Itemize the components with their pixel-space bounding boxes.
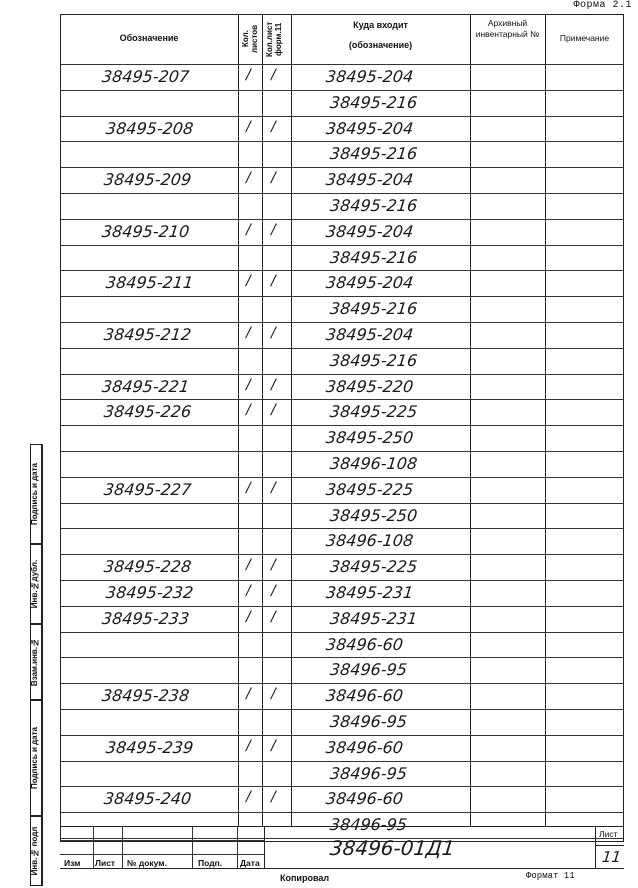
where-used-cell: 38496-95 xyxy=(329,660,409,680)
where-used-cell: 38496-60 xyxy=(325,686,405,706)
designation-cell: 38495-228 xyxy=(103,557,193,577)
table-row xyxy=(60,554,624,580)
designation-cell: 38495-221 xyxy=(101,376,191,396)
format-count-cell: / xyxy=(271,221,276,238)
where-used-cell: 38496-108 xyxy=(325,531,415,551)
designation-cell: 38495-232 xyxy=(105,583,195,602)
title-block-bottom-line xyxy=(60,868,624,869)
where-used-cell: 38496-60 xyxy=(325,737,405,757)
header-archive-number: Архивный инвентарный № xyxy=(475,18,540,39)
form-label: Форма 2.1 xyxy=(573,0,632,11)
table-row xyxy=(60,503,624,529)
sheet-count-cell: / xyxy=(246,789,251,806)
where-used-cell: 38495-250 xyxy=(325,428,415,448)
sheet-count-cell: / xyxy=(246,686,251,703)
where-used-cell: 38495-231 xyxy=(329,608,419,628)
header-notes: Примечание xyxy=(559,33,610,43)
format-count-cell: / xyxy=(271,583,276,599)
sheet-count-cell: / xyxy=(246,376,251,393)
table-row xyxy=(60,296,624,322)
where-used-cell: 38495-216 xyxy=(329,144,419,164)
table-row xyxy=(60,141,624,167)
where-used-cell: 38495-250 xyxy=(329,505,419,525)
title-col-doc: № докум. xyxy=(127,858,167,868)
sheet-label: Лист xyxy=(599,829,618,839)
table-row xyxy=(60,399,624,425)
table-row xyxy=(60,193,624,219)
format-count-cell: / xyxy=(271,273,276,290)
format-count-cell: / xyxy=(271,67,276,83)
title-block-line xyxy=(60,840,264,841)
where-used-cell: 38495-204 xyxy=(325,67,415,86)
title-block-divider xyxy=(595,845,624,846)
sheet-count-cell: / xyxy=(246,221,251,238)
format-count-cell: / xyxy=(271,686,276,703)
sheet-count-cell: / xyxy=(246,402,251,419)
where-used-cell: 38496-95 xyxy=(329,815,409,835)
designation-cell: 38495-211 xyxy=(105,273,195,293)
format-count-cell: / xyxy=(271,608,276,625)
where-used-cell: 38495-216 xyxy=(329,247,419,267)
table-row xyxy=(60,348,624,374)
table-row xyxy=(60,735,624,761)
table-row xyxy=(60,270,624,296)
title-block-line xyxy=(60,854,264,855)
document-code: 38496-01Д1 xyxy=(328,836,456,860)
table-row xyxy=(60,425,624,451)
format-label: Формат 11 xyxy=(526,871,575,881)
where-used-cell: 38496-108 xyxy=(329,454,419,473)
sheet-count-cell: / xyxy=(246,737,251,754)
header-sheet-count-format: Кол.лист форм.11 xyxy=(265,21,283,57)
side-box-duplicate-inv: Инв.№дубл. xyxy=(30,544,42,624)
title-col-list: Лист xyxy=(95,858,116,868)
side-box-original-inv: Инв.№ подл xyxy=(30,816,42,886)
sheet-count-cell: / xyxy=(246,118,251,135)
table-row xyxy=(60,245,624,271)
format-count-cell: / xyxy=(271,402,276,419)
sheet-count-cell: / xyxy=(246,67,251,83)
format-count-cell: / xyxy=(271,376,276,393)
sheet-count-cell: / xyxy=(246,273,251,290)
format-count-cell: / xyxy=(271,325,276,341)
format-count-cell: / xyxy=(271,789,276,806)
designation-cell: 38495-239 xyxy=(105,737,195,757)
table-row xyxy=(60,219,624,245)
format-count-cell: / xyxy=(271,479,276,496)
table-row xyxy=(60,116,624,142)
designation-cell: 38495-210 xyxy=(101,221,191,241)
format-count-cell: / xyxy=(271,557,276,574)
where-used-cell: 38495-204 xyxy=(325,221,415,241)
where-used-cell: 38495-216 xyxy=(329,299,419,319)
sheet-count-cell: / xyxy=(246,479,251,496)
format-count-cell: / xyxy=(271,170,276,187)
where-used-cell: 38495-204 xyxy=(325,325,415,344)
side-box-edge xyxy=(42,444,43,886)
where-used-cell: 38495-204 xyxy=(325,170,415,190)
where-used-cell: 38495-216 xyxy=(329,350,419,370)
sheet-count-cell: / xyxy=(246,557,251,574)
table-row xyxy=(60,580,624,606)
where-used-cell: 38495-216 xyxy=(329,92,419,112)
title-block-divider xyxy=(595,826,596,868)
copied-label: Копировал xyxy=(280,873,330,883)
table-row xyxy=(60,451,624,477)
designation-cell: 38495-209 xyxy=(103,170,193,190)
table-row xyxy=(60,709,624,735)
table-row xyxy=(60,322,624,348)
where-used-cell: 38495-231 xyxy=(325,583,415,602)
table-row xyxy=(60,64,624,90)
sheet-count-cell: / xyxy=(246,325,251,341)
table-row xyxy=(60,528,624,554)
title-col-sign: Подп. xyxy=(198,858,223,868)
where-used-cell: 38495-225 xyxy=(329,557,419,577)
designation-cell: 38495-227 xyxy=(103,479,193,499)
table-row xyxy=(60,786,624,812)
sheet-number: 11 xyxy=(601,848,623,866)
side-box-signature-date-2: Подпись и дата xyxy=(30,700,42,816)
table-row xyxy=(60,90,624,116)
where-used-cell: 38496-95 xyxy=(329,712,409,731)
format-count-cell: / xyxy=(271,118,276,135)
where-used-cell: 38495-225 xyxy=(325,479,415,499)
designation-cell: 38495-238 xyxy=(101,686,191,706)
where-used-cell: 38495-225 xyxy=(329,402,419,422)
sheet-count-cell: / xyxy=(246,608,251,625)
designation-cell: 38495-226 xyxy=(103,402,193,422)
table-row xyxy=(60,167,624,193)
designation-cell: 38495-208 xyxy=(105,118,195,138)
sheet-count-cell: / xyxy=(246,583,251,599)
header-designation: Обозначение xyxy=(119,33,179,43)
designation-cell: 38495-212 xyxy=(103,325,193,344)
table-row xyxy=(60,657,624,683)
where-used-cell: 38495-220 xyxy=(325,376,415,396)
designation-cell: 38495-240 xyxy=(103,789,193,809)
header-where-used: Куда входит xyxy=(353,20,408,30)
format-count-cell: / xyxy=(271,737,276,754)
where-used-cell: 38496-60 xyxy=(325,789,405,809)
header-sheet-count: Кол. листов xyxy=(241,24,259,54)
where-used-cell: 38495-204 xyxy=(325,273,415,293)
table-row xyxy=(60,761,624,787)
where-used-cell: 38495-216 xyxy=(329,196,419,215)
table-row xyxy=(60,632,624,658)
table-row xyxy=(60,477,624,503)
header-where-used-sub: (обозначение) xyxy=(348,40,413,50)
where-used-cell: 38496-95 xyxy=(329,763,409,783)
where-used-cell: 38495-204 xyxy=(325,118,415,138)
title-col-date: Дата xyxy=(240,858,260,868)
title-block-top-line xyxy=(60,826,624,827)
title-block-divider xyxy=(264,826,265,868)
title-col-izm: Изм xyxy=(64,858,81,868)
table-row xyxy=(60,374,624,400)
sheet-count-cell: / xyxy=(246,170,251,187)
side-box-replacement-inv: Взам.инв.№ xyxy=(30,624,42,700)
table-row xyxy=(60,683,624,709)
designation-cell: 38495-233 xyxy=(101,608,191,628)
where-used-cell: 38496-60 xyxy=(325,634,405,654)
designation-cell: 38495-207 xyxy=(101,67,191,86)
side-box-signature-date: Подпись и дата xyxy=(30,444,42,544)
table-row xyxy=(60,606,624,632)
